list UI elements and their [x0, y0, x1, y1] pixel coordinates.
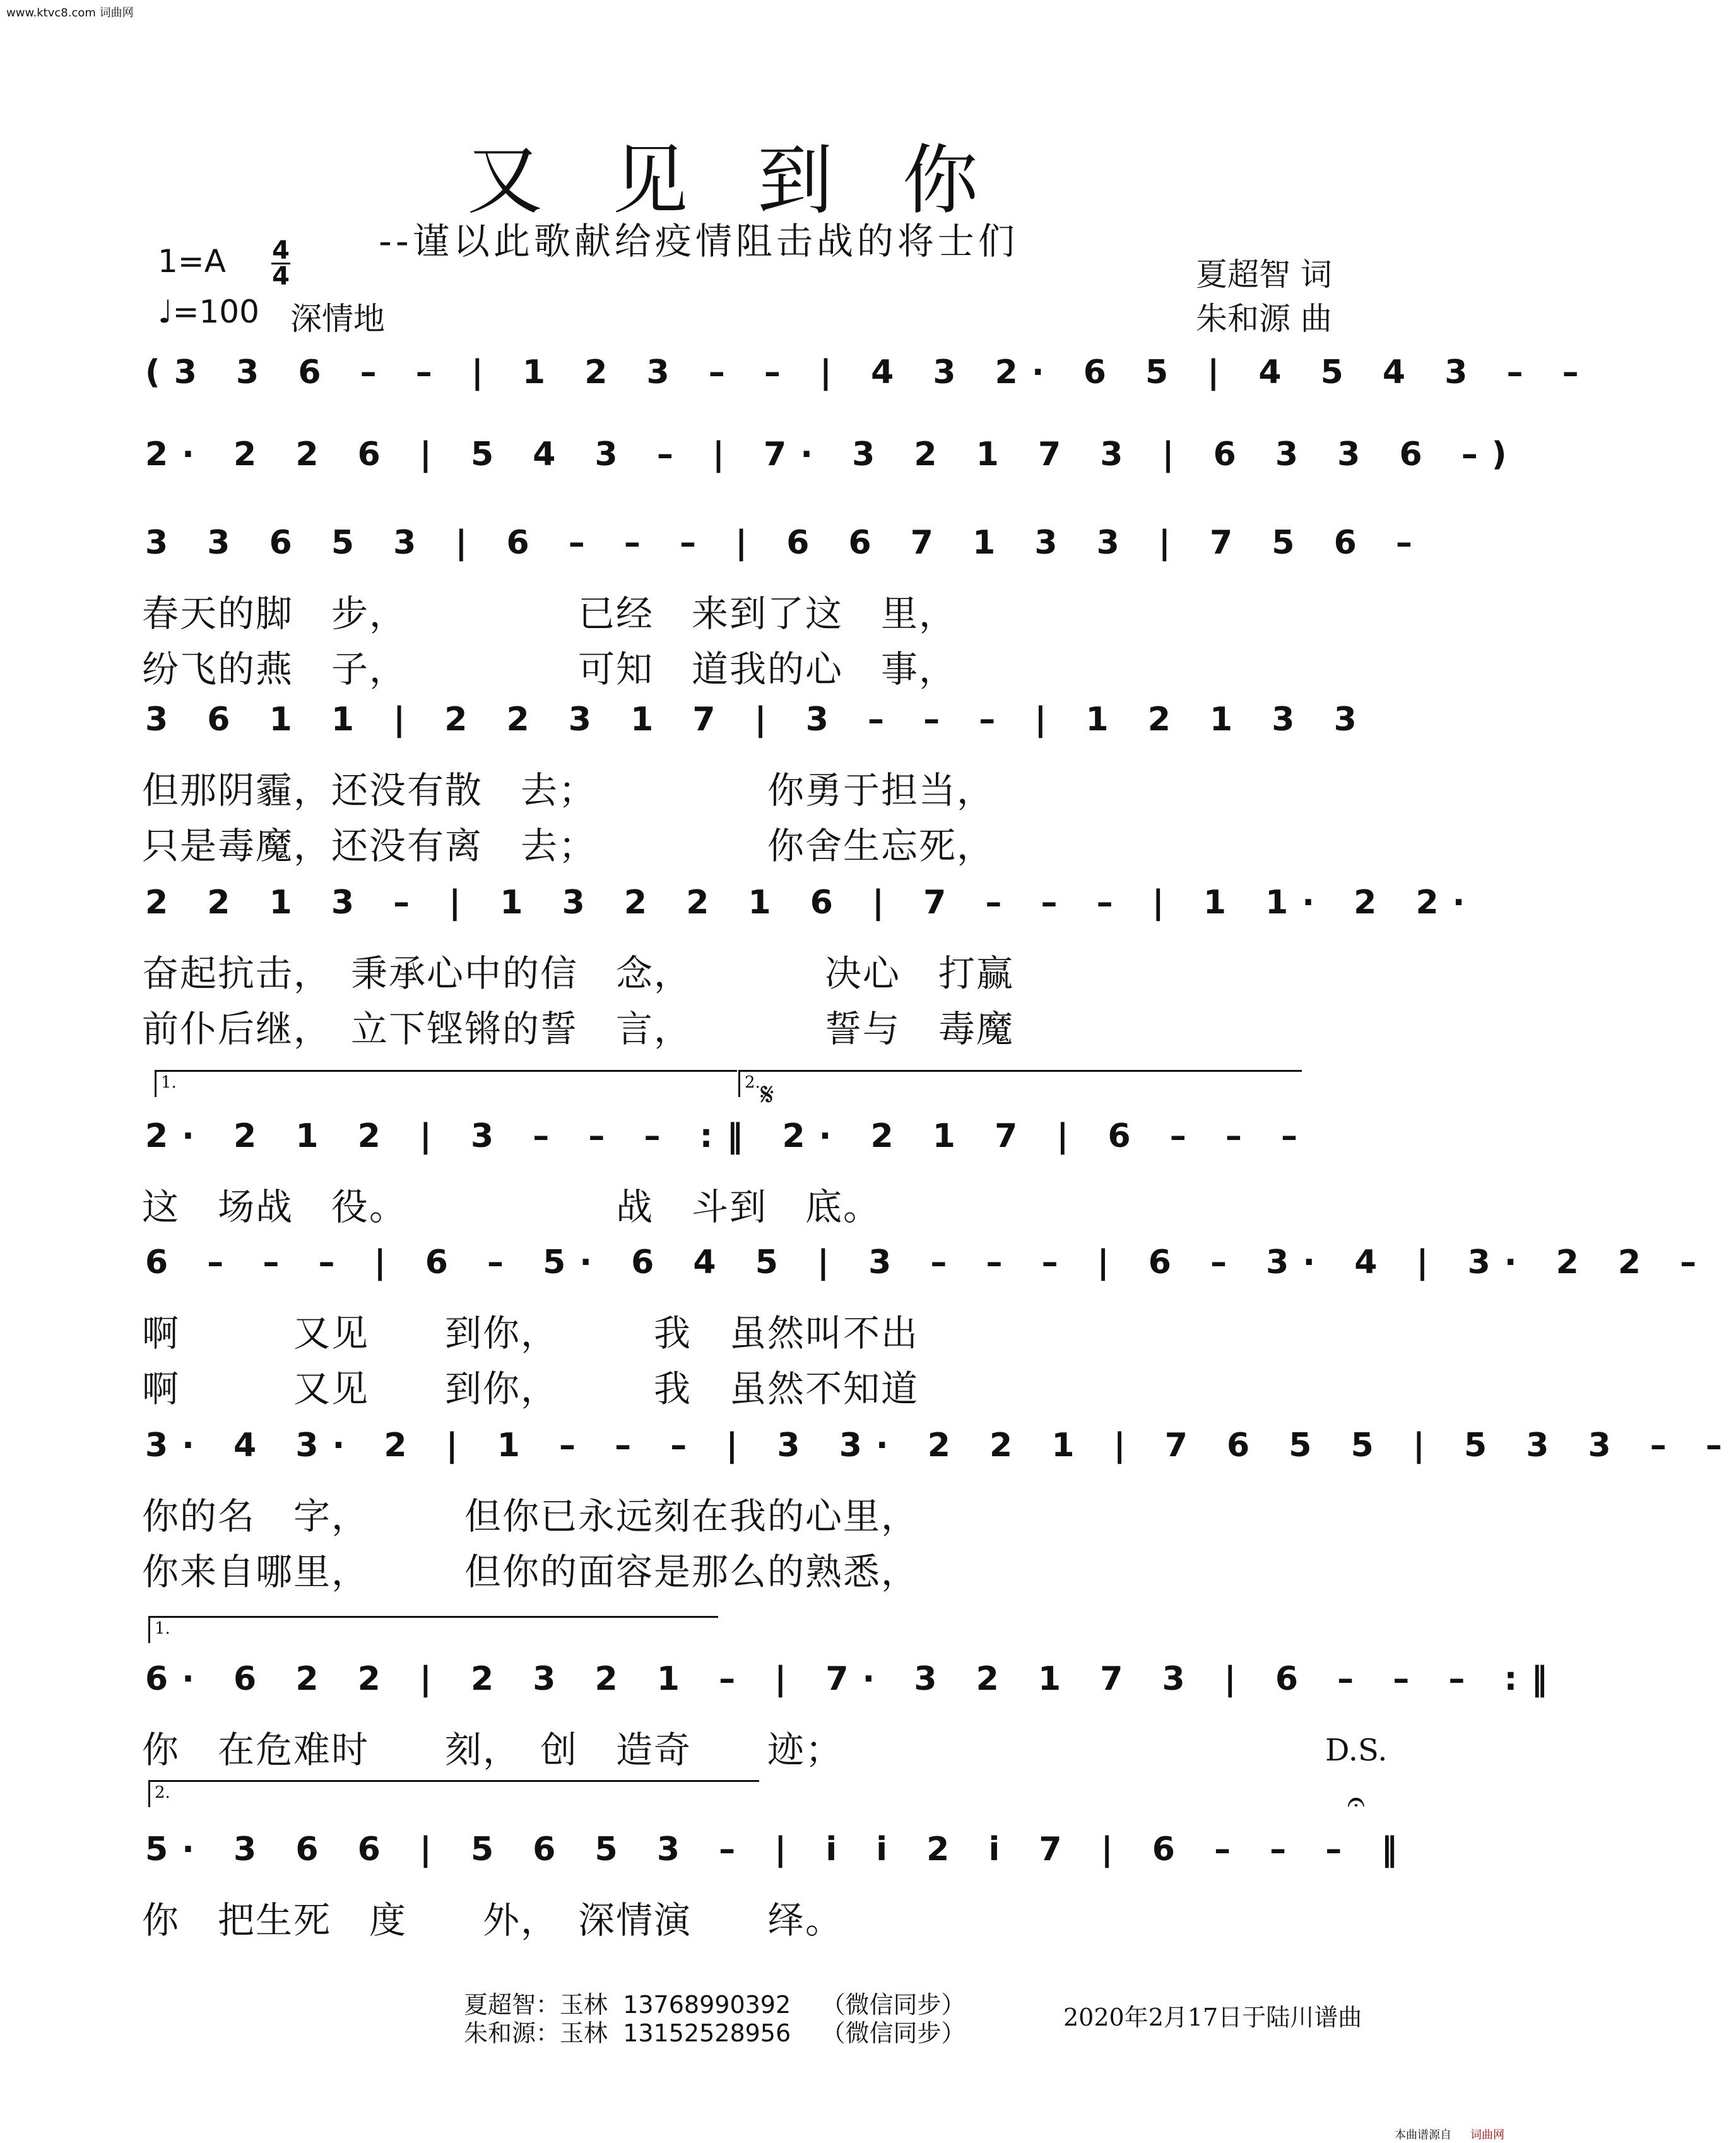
notation-row: 2· 2 1 2 | 3 – – – :‖ 2· 2 1 7 | 6 – – – — [145, 1117, 1311, 1155]
expression-marking: 深情地 — [290, 300, 385, 337]
volta-2-label: 2. — [745, 1073, 760, 1092]
notation-row: 5· 3 6 6 | 5 6 5 3 – | i i 2 i 7 | 6 – – – ‖ — [145, 1831, 1412, 1868]
notation-row: (3 3 6 – – | 1 2 3 – – | 4 3 2· 6 5 | 4 5 4 3 – – — [145, 353, 1593, 391]
lyric-line: 啊 又见 到你， 我 虽然叫不出 — [142, 1312, 919, 1355]
notation-row: 3· 4 3· 2 | 1 – – – | 3 3· 2 2 1 | 7 6 5 5 | 5 3 3 – – — [145, 1427, 1736, 1464]
contact-composer-note: （微信同步） — [821, 2019, 965, 2047]
volta-1-label-b: 1. — [155, 1619, 170, 1638]
lyric-line: 这 场战 役。 战 斗到 底。 — [142, 1185, 882, 1228]
lyric-line: 只是毒魔，还没有离 去； 你舍生忘死， — [142, 824, 995, 867]
lyric-line: 你 把生死 度 外， 深情演 绎。 — [142, 1899, 844, 1942]
lyric-line: 你的名 字， 但你已永远刻在我的心里， — [142, 1495, 919, 1538]
notation-row: 6· 6 2 2 | 2 3 2 1 – | 7· 3 2 1 7 3 | 6 – – – :‖ — [145, 1660, 1562, 1698]
key-signature: 1=A — [158, 243, 226, 280]
lyric-line: 啊 又见 到你， 我 虽然不知道 — [142, 1367, 919, 1410]
volta-1-bracket — [155, 1070, 737, 1097]
site-watermark: www.ktvc8.com 词曲网 — [6, 6, 134, 20]
corner-site-logo: 词曲网 — [1470, 2128, 1504, 2142]
contact-lyricist-phone: 13768990392 — [623, 1991, 791, 2019]
segno-icon: 𝄋 — [760, 1076, 774, 1113]
time-signature-bottom: 4 — [272, 262, 290, 291]
composer-credit: 朱和源 曲 — [1196, 300, 1332, 337]
volta-2-bracket-b — [148, 1780, 759, 1807]
lyric-line: 纷飞的燕 子， 可知 道我的心 事， — [142, 648, 957, 691]
corner-source-label: 本曲谱源自 — [1395, 2128, 1451, 2142]
time-signature-top: 4 — [272, 236, 290, 265]
dal-segno-mark: D.S. — [1325, 1733, 1388, 1768]
time-signature — [271, 236, 290, 291]
page-subtitle: --谨以此歌献给疫情阻击战的将士们 — [379, 220, 1019, 263]
contact-lyricist-name: 夏超智： — [464, 1991, 560, 2019]
volta-2-label-b: 2. — [155, 1783, 170, 1802]
contact-composer-phone: 13152528956 — [623, 2019, 791, 2047]
page-title: 又见到你 — [467, 137, 1048, 225]
lyric-line: 奋起抗击， 秉承心中的信 念， 决心 打赢 — [142, 952, 1015, 995]
fermata-icon: 𝄐 — [1347, 1783, 1365, 1820]
volta-2-bracket — [738, 1070, 1302, 1097]
notation-row: 2 2 1 3 – | 1 3 2 2 1 6 | 7 – – – | 1 1· 2 2· — [145, 884, 1479, 922]
volta-1-label: 1. — [161, 1073, 177, 1092]
contact-composer — [464, 2014, 965, 2048]
contact-lyricist-note: （微信同步） — [821, 1991, 965, 2019]
lyricist-credit: 夏超智 词 — [1196, 256, 1332, 293]
date-note: 2020年2月17日于陆川谱曲 — [1063, 2003, 1362, 2031]
contact-lyricist-person: 玉林 — [560, 1991, 608, 2019]
tempo-marking: ♩=100 — [158, 294, 259, 330]
notation-row: 6 – – – | 6 – 5· 6 4 5 | 3 – – – | 6 – 3· 4 | 3· 2 2 – — [145, 1244, 1711, 1281]
lyric-line: 你来自哪里， 但你的面容是那么的熟悉， — [142, 1550, 919, 1593]
volta-1-bracket-b — [148, 1616, 718, 1643]
lyric-line: 你 在危难时 刻， 创 造奇 迹； — [142, 1728, 844, 1771]
notation-row: 3 3 6 5 3 | 6 – – – | 6 6 7 1 3 3 | 7 5 6 – — [145, 524, 1426, 562]
notation-row: 3 6 1 1 | 2 2 3 1 7 | 3 – – – | 1 2 1 3 3 — [145, 701, 1371, 739]
lyric-line: 但那阴霾，还没有散 去； 你勇于担当， — [142, 769, 995, 812]
lyric-line: 春天的脚 步， 已经 来到了这 里， — [142, 592, 957, 635]
lyric-line: 前仆后继， 立下铿锵的誓 言， 誓与 毒魔 — [142, 1007, 1015, 1050]
notation-row: 2· 2 2 6 | 5 4 3 – | 7· 3 2 1 7 3 | 6 3 3 6 –) — [145, 436, 1521, 473]
contact-composer-name: 朱和源： — [464, 2019, 560, 2047]
contact-composer-person: 玉林 — [560, 2019, 608, 2047]
